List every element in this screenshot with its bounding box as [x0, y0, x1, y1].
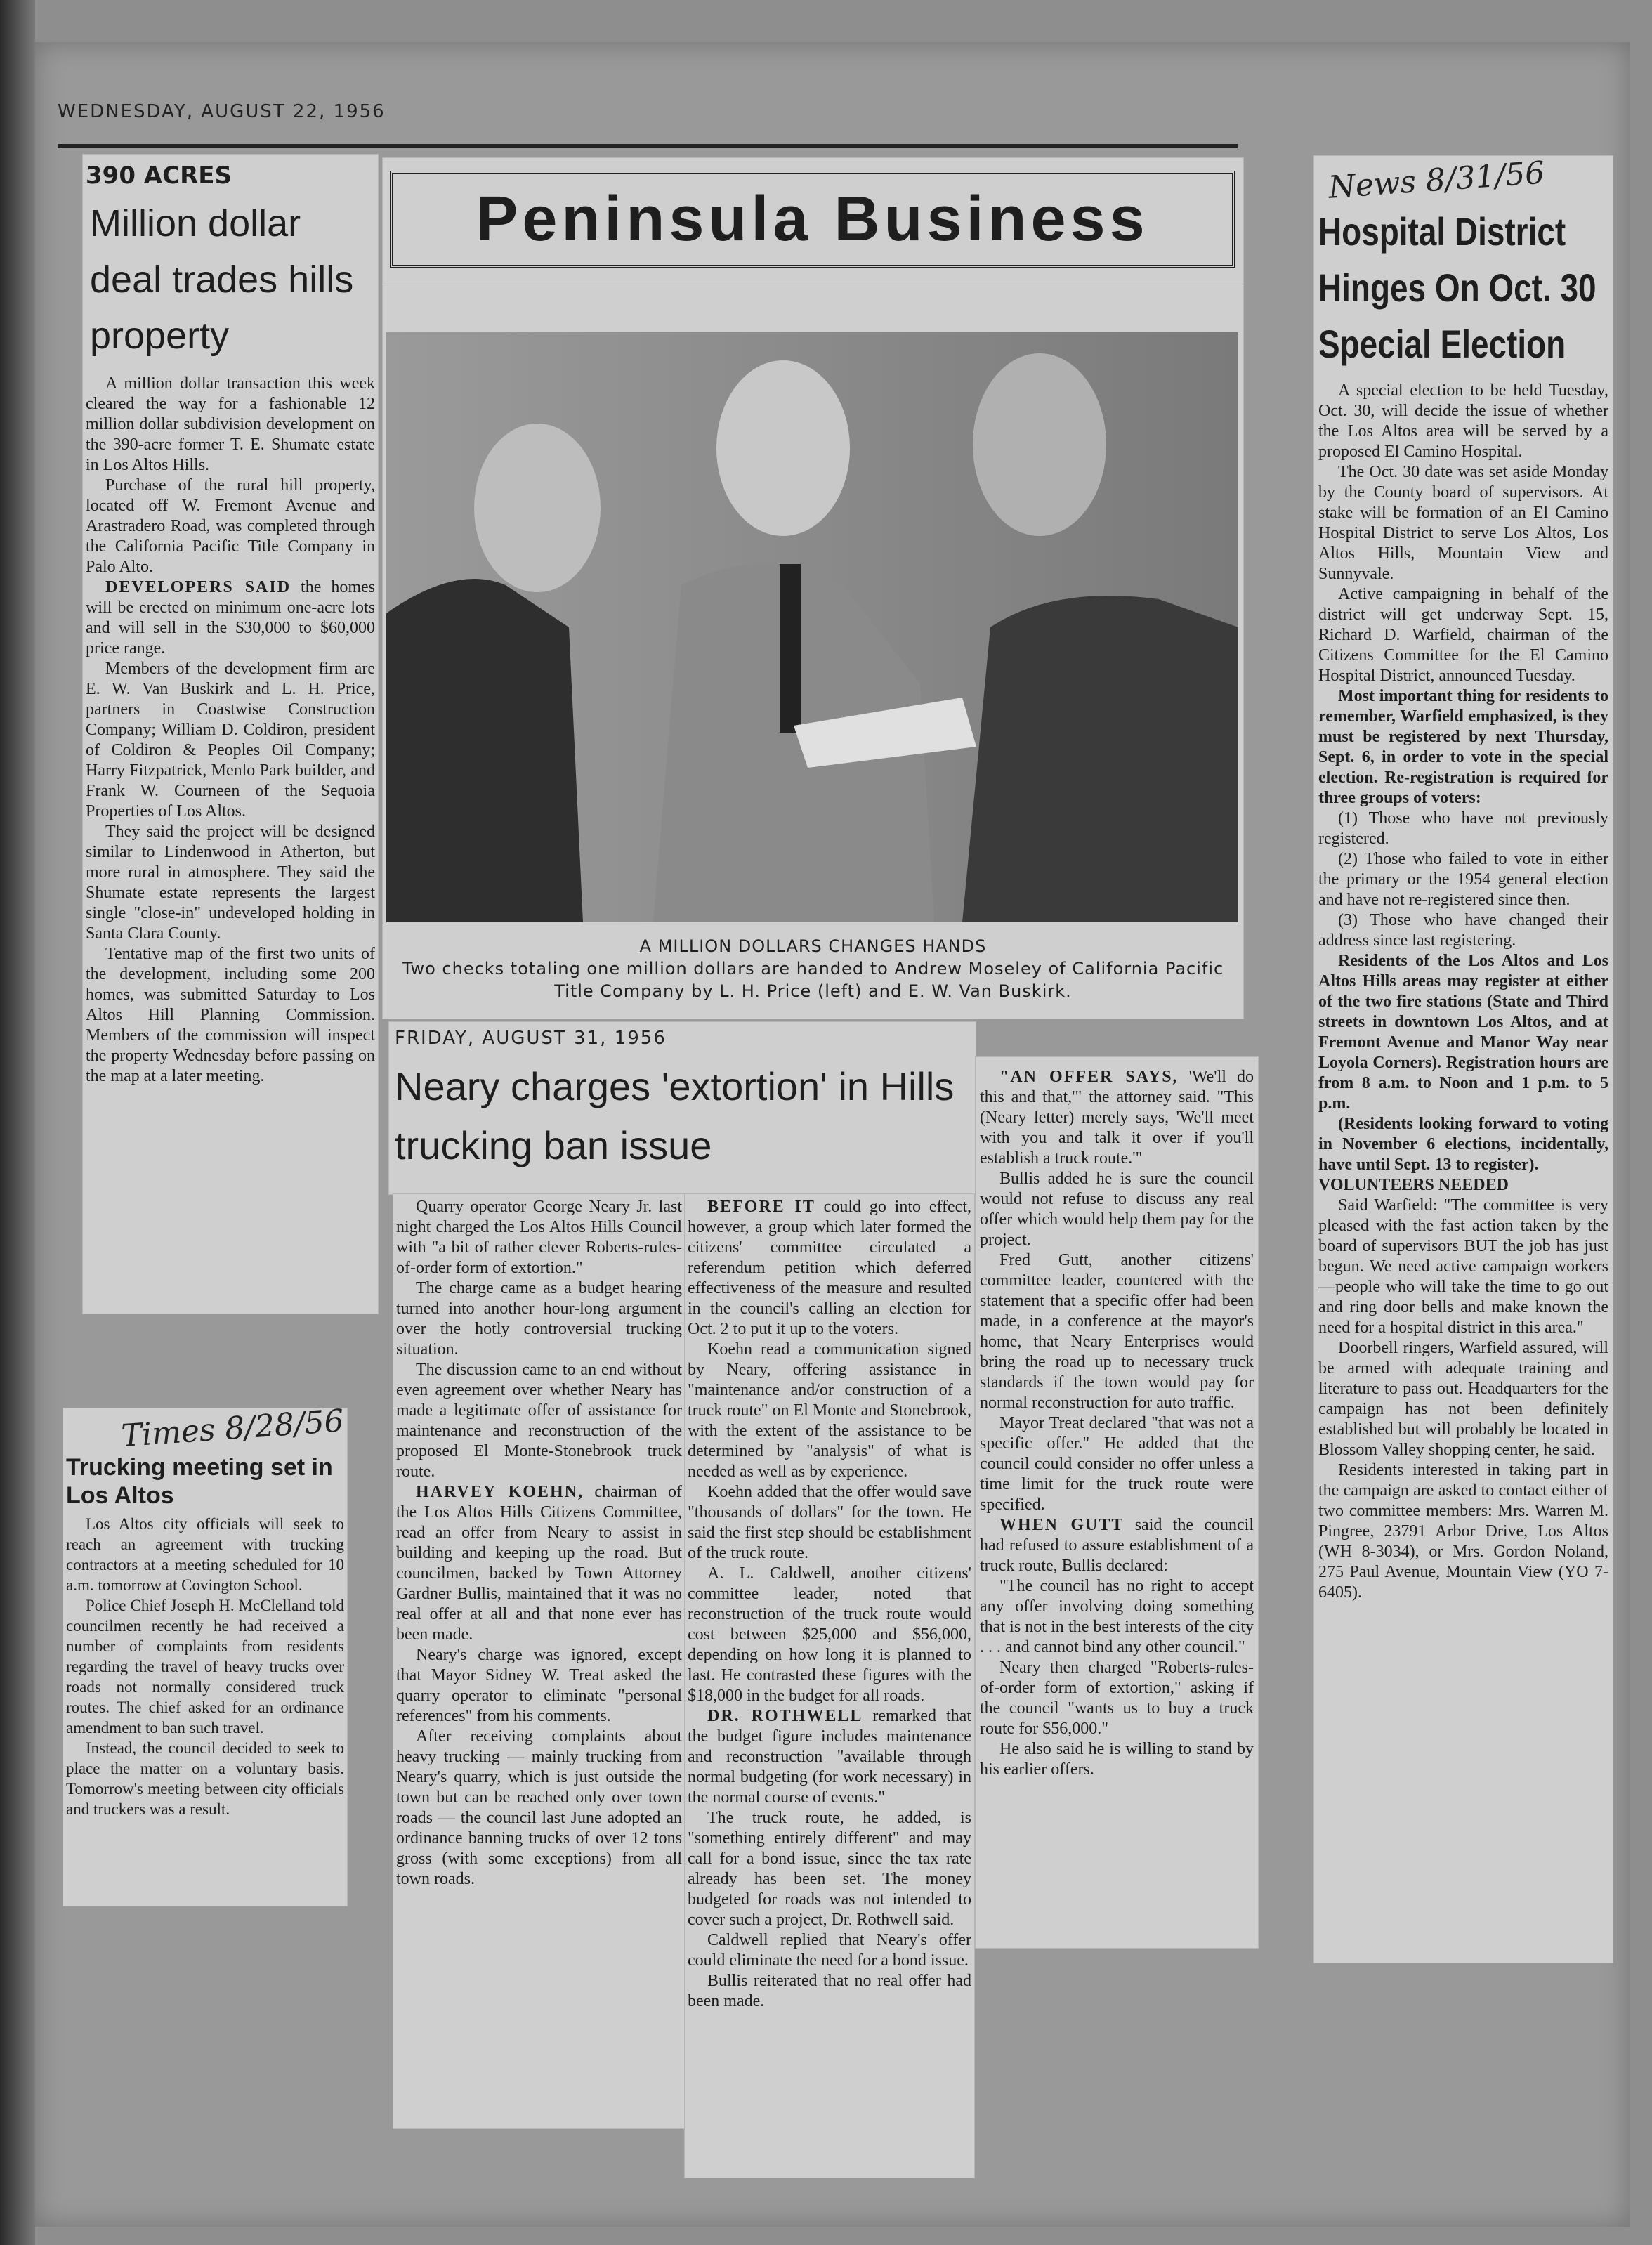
paragraph-text: Caldwell replied that Neary's offer could eliminate the need for a bond issue. [688, 1931, 971, 1970]
handwritten-source-note: Times 8/28/56 [120, 1403, 346, 1455]
paragraph [1318, 809, 1608, 849]
photo-caption-block [397, 935, 1229, 1002]
paragraph [396, 1197, 682, 1278]
paragraph [1318, 381, 1608, 462]
paragraph-text: Neary then charged "Roberts-rules-of-order form of extortion," asking if the council "wants us to buy a truck route for $56,000." [980, 1658, 1254, 1738]
paragraph-text: A. L. Caldwell, another citizens' committee leader, noted that reconstruction of the truck route would cost between $25,000 and $56,000, depending on how long it is planned to last. He contrasted these figures with the $18,000 in the budget for all roads. [688, 1564, 971, 1705]
paragraph-text: Active campaigning in behalf of the district will get underway Sept. 15, Richard D. Warfield, chairman of the Citizens Committee for the El Camino Hospital District, announced Tuesday. [1318, 585, 1608, 685]
paragraph-text: Neary's charge was ignored, except that Mayor Sidney W. Treat asked the quarry operator to eliminate "personal references" from his comments. [396, 1646, 682, 1725]
paragraph [86, 659, 375, 822]
paragraph-lead: WHEN GUTT [999, 1516, 1125, 1534]
paragraph-text: Residents interested in taking part in the campaign are asked to contact either of two committee members: Mrs. Warren M. Pingree, 23791 Arbor Drive, Los Altos (WH 8-3034), or Mrs. Gordon Noland, 275 Paul Avenue, Mountain View (YO 7-6405). [1318, 1461, 1608, 1602]
paragraph [980, 1250, 1254, 1413]
article-body [980, 1067, 1254, 1780]
paragraph [688, 1808, 971, 1930]
paragraph-lead: BEFORE IT [707, 1198, 815, 1216]
paragraph [396, 1727, 682, 1890]
paragraph-text: Tentative map of the first two units of the development, including some 200 homes, was submitted Saturday to Los Altos Hill Planning Commission. Members of the commission will inspect the property Wednesday before passing on the map at a later meeting. [86, 945, 375, 1085]
paragraph [1318, 1338, 1608, 1460]
headline: Trucking meeting set in Los Altos [66, 1454, 333, 1509]
article-body [396, 1197, 682, 1890]
paragraph-text: Bullis reiterated that no real offer had been made. [688, 1972, 971, 2010]
kicker: 390 ACRES [86, 162, 232, 190]
paragraph-text: "The council has no right to accept any offer involving doing something that is not in the best interests of the city . . . and cannot bind any other council." [980, 1577, 1254, 1656]
neary-column-3 [976, 1057, 1258, 1948]
paragraph [1318, 462, 1608, 584]
paragraph-text: the homes will be erected on minimum one-acre lots and will sell in the $30,000 to $60,000 price range. [86, 578, 375, 657]
headline: Hospital District Hinges On Oct. 30 Special Election [1318, 209, 1597, 366]
page-dateline: WEDNESDAY, AUGUST 22, 1956 [58, 101, 386, 122]
clipping-trucking-meeting [63, 1403, 347, 1906]
paragraph-lead: HARVEY KOEHN, [416, 1483, 584, 1501]
paragraph [980, 1067, 1254, 1169]
paragraph-text: A special election to be held Tuesday, Oct. 30, will decide the issue of whether the Los Altos area will be served by a proposed El Camino Hospital. [1318, 381, 1608, 461]
section-title: Peninsula Business [390, 171, 1235, 268]
paragraph-text: Most important thing for residents to remember, Warfield emphasized, is they must be registered by next Thursday, Sept. 6, in order to vote in the special election. Re-registration is required for three groups of voters: [1318, 687, 1608, 807]
paragraph-text: said the council had refused to assure establishment of a truck route, Bullis declared: [980, 1516, 1254, 1575]
paragraph-text: Instead, the council decided to seek to place the matter on a voluntary basis. Tomorrow's meeting between city officials and truckers was a result. [66, 1739, 344, 1818]
paragraph-text: After receiving complaints about heavy trucking — mainly trucking from Neary's quarry, which is just outside the town but can be reached only over town roads — the council last June adopted an ordinance banning trucks of over 12 tons gross (with some exceptions) from all town roads. [396, 1727, 682, 1888]
paragraph-text: chairman of the Los Altos Hills Citizens Committee, read an offer from Neary to assist in building and keeping up the road. But councilmen, backed by Town Attorney Gardner Bullis, maintained that it was no real offer at all and that none ever has been made. [396, 1483, 682, 1644]
paragraph-text: (2) Those who failed to vote in either the primary or the 1954 general election and have not re-registered since then. [1318, 850, 1608, 909]
paragraph [1318, 1196, 1608, 1338]
paragraph [1318, 584, 1608, 686]
paragraph [980, 1658, 1254, 1739]
photo-three-men-exchanging-checks [386, 332, 1238, 922]
paragraph [66, 1514, 344, 1595]
headline: Million dollar deal trades hills property [90, 202, 354, 357]
headline: Neary charges 'extortion' in Hills trucking ban issue [395, 1064, 955, 1167]
paragraph [1318, 849, 1608, 910]
neary-column-1 [393, 1194, 685, 2128]
paragraph-lead: "AN OFFER SAYS, [999, 1068, 1179, 1086]
paragraph [1318, 910, 1608, 951]
dateline: FRIDAY, AUGUST 31, 1956 [395, 1028, 667, 1049]
paragraph [66, 1738, 344, 1819]
article-body [1318, 381, 1608, 1603]
paragraph [66, 1595, 344, 1738]
top-rule [58, 144, 1238, 148]
clipping-hospital-district [1314, 156, 1613, 1963]
paragraph-text: The charge came as a budget hearing turned into another hour-long argument over the hotly controversial trucking situation. [396, 1279, 682, 1359]
paragraph [396, 1482, 682, 1645]
paragraph [396, 1360, 682, 1482]
paragraph-text: He also said he is willing to stand by his earlier offers. [980, 1740, 1254, 1779]
photo-caption-title: A MILLION DOLLARS CHANGES HANDS [639, 936, 987, 956]
paragraph [688, 1482, 971, 1564]
paragraph-text: (3) Those who have changed their address since last registering. [1318, 911, 1608, 950]
article-body [86, 374, 375, 1087]
handwritten-source-note: News 8/31/56 [1327, 155, 1546, 206]
paragraph-text: A million dollar transaction this week cleared the way for a fashionable 12 million dollar subdivision development on the 390-acre former T. E. Shumate estate in Los Altos Hills. [86, 374, 375, 474]
paragraph-text: Quarry operator George Neary Jr. last night charged the Los Altos Hills Council with "a bit of rather clever Roberts-rules-of-order form of extortion." [396, 1198, 682, 1277]
paragraph-lead: DR. ROTHWELL [707, 1707, 863, 1725]
paragraph-text: (Residents looking forward to voting in November 6 elections, incidentally, have until Sept. 13 to register). [1318, 1115, 1608, 1174]
paragraph-text: Fred Gutt, another citizens' committee leader, countered with the statement that a specific offer had been made, in a conference at the mayor's home, that Neary Enterprises would bring the road up to necessary truck standards if the town would pay for normal reconstruction for auto traffic. [980, 1251, 1254, 1412]
paragraph-text: Koehn read a communication signed by Neary, offering assistance in "maintenance and/or construction of a truck route" on El Monte and Stonebrook, with the extent of the assistance to be determined by "analysis" of what is needed as well as by experience. [688, 1340, 971, 1481]
paragraph [1318, 951, 1608, 1114]
book-binding [0, 0, 35, 2245]
paragraph-text: 'We'll do this and that,'" the attorney said. "This (Neary letter) merely says, 'We'll meet with you and talk it over if you'll establish a truck route.'" [980, 1068, 1254, 1167]
paragraph-text: Members of the development firm are E. W. Van Buskirk and L. H. Price, partners in Coastwise Construction Company; William D. Coldiron, president of Coldiron & Peoples Oil Company; Harry Fitzpatrick, Menlo Park builder, and Frank W. Courneen of the Sequoia Properties of Los Altos. [86, 660, 375, 820]
paragraph [396, 1645, 682, 1727]
paragraph [86, 577, 375, 659]
paragraph-text: The truck route, he added, is "something entirely different" and may call for a bond issue, since the tax rate already has been set. The money budgeted for roads was not intended to cover such a project, Dr. Rothwell said. [688, 1809, 971, 1929]
paragraph [980, 1515, 1254, 1576]
paragraph-text: Purchase of the rural hill property, located off W. Fremont Avenue and Arastradero Road, was completed through the California Pacific Title Company in Palo Alto. [86, 476, 375, 576]
paragraph [86, 374, 375, 476]
paragraph-text: They said the project will be designed similar to Lindenwood in Atherton, but more rural in atmosphere. They said the Shumate estate represents the largest single "close-in" undeveloped holding in Santa Clara County. [86, 823, 375, 943]
paragraph-text: (1) Those who have not previously registered. [1318, 809, 1608, 848]
paragraph [980, 1576, 1254, 1658]
paragraph [86, 822, 375, 944]
neary-column-2 [685, 1194, 974, 2178]
paragraph-text: The discussion came to an end without even agreement over whether Neary has made a legitimate offer of assistance for maintenance and reconstruction of the proposed El Monte-Stonebrook truck route. [396, 1361, 682, 1481]
paragraph [688, 1971, 971, 2012]
section-header-clipping [383, 158, 1243, 284]
article-body [66, 1514, 344, 1819]
paragraph [688, 1930, 971, 1971]
paragraph-text: Police Chief Joseph H. McClelland told councilmen recently he had received a number of complaints from residents regarding the travel of heavy trucks over roads not normally considered truck routes. The chief asked for an ordinance amendment to ban such travel. [66, 1597, 344, 1736]
paragraph [1318, 1114, 1608, 1175]
paragraph-text: Doorbell ringers, Warfield assured, will be armed with adequate training and literature to pass out. Headquarters for the campaign has not been definitely established but will probably be located in Blossom Valley shopping center, he said. [1318, 1339, 1608, 1459]
paragraph [688, 1564, 971, 1706]
paragraph-lead: DEVELOPERS SAID [105, 578, 291, 596]
paragraph-text: Los Altos city officials will seek to reach an agreement with trucking contractors at a meeting scheduled for 10 a.m. tomorrow at Covington School. [66, 1515, 344, 1594]
paragraph [396, 1278, 682, 1360]
paragraph-text: Residents of the Los Altos and Los Altos Hills areas may register at either of the two fire stations (State and Third streets in downtown Los Altos, and at Fremont Avenue and Manor Way near Loyola Corners). Registration hours are from 8 a.m. to Noon and 1 p.m. to 5 p.m. [1318, 952, 1608, 1113]
paragraph [688, 1197, 971, 1340]
paragraph [980, 1739, 1254, 1780]
paragraph-text: could go into effect, however, a group which later formed the citizens' committee circulated a referendum petition which deferred effectiveness of the measure and resulted in the council's calling an election for Oct. 2 to put it up to the voters. [688, 1198, 971, 1338]
paragraph-text: Mayor Treat declared "that was not a specific offer." He added that the council could consider no offer unless a time limit for the truck route were specified. [980, 1414, 1254, 1514]
paragraph [688, 1340, 971, 1482]
paragraph [688, 1706, 971, 1808]
paragraph-text: Bullis added he is sure the council would not refuse to discuss any real offer which would help them pay for the project. [980, 1170, 1254, 1249]
paragraph [1318, 686, 1608, 809]
paragraph [86, 476, 375, 577]
paragraph [1318, 1460, 1608, 1603]
paragraph [86, 944, 375, 1087]
neary-headline-clipping [389, 1022, 976, 1194]
paragraph-text: VOLUNTEERS NEEDED [1318, 1176, 1509, 1194]
clipping-million-dollar-deal [83, 155, 378, 1314]
photo-clipping [383, 284, 1243, 1019]
paragraph-text: The Oct. 30 date was set aside Monday by the County board of supervisors. At stake will be formation of an El Camino Hospital District to serve Los Altos, Los Altos Hills, Mountain View and Sunnyvale. [1318, 463, 1608, 583]
paragraph-text: Koehn added that the offer would save "thousands of dollars" for the town. He said the first step should be establishment of the truck route. [688, 1483, 971, 1562]
section-subheading [1318, 1175, 1608, 1196]
paragraph-text: remarked that the budget figure includes maintenance and reconstruction "available through normal budgeting (for work necessary) in the normal course of events." [688, 1707, 971, 1807]
article-body [688, 1197, 971, 2012]
paragraph [980, 1169, 1254, 1250]
photo-caption: Two checks totaling one million dollars are handed to Andrew Moseley of California Pacific Title Company by L. H. Price (left) and E. W. Van Buskirk. [402, 959, 1224, 1001]
paragraph [980, 1413, 1254, 1515]
paragraph-text: Said Warfield: "The committee is very pleased with the fast action taken by the board of supervisors BUT the job has just begun. We need active campaign workers—people who will take the time to go out and ring door bells and make known the need for a hospital district in this area." [1318, 1196, 1608, 1337]
